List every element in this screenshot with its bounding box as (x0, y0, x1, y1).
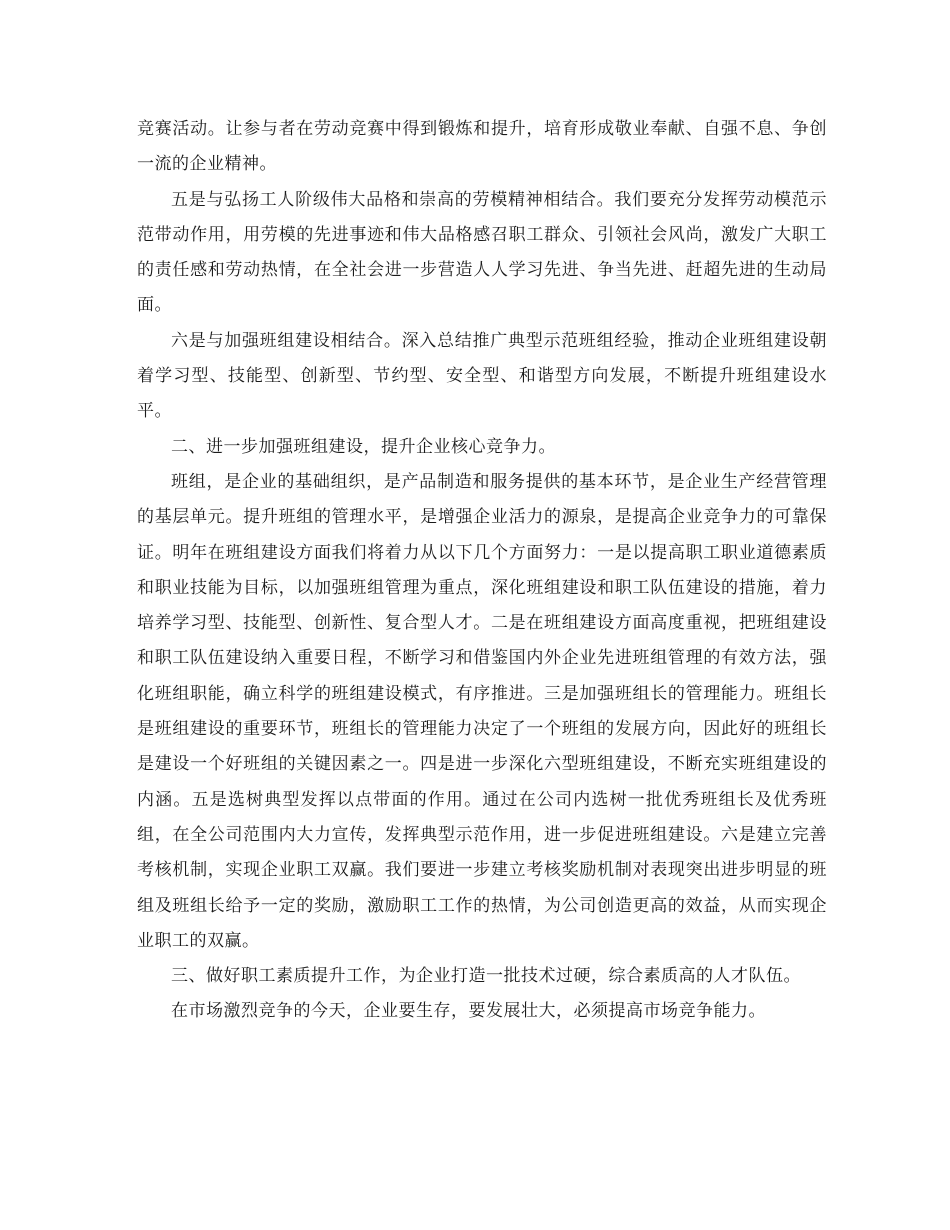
document-body (137, 112, 827, 1030)
paragraph-5: 班组，是企业的基础组织，是产品制造和服务提供的基本环节，是企业生产经营管理的基层单元。提升班组的管理水平，是增强企业活力的源泉，是提高企业竞争力的可靠保证。明年在班组建设方面我们将着力从以下几个方面努力：一是以提高职工职业道德素质和职业技能为目标，以加强班组管理为重点，深化班组建设和职工队伍建设的措施，着力培养学习型、技能型、创新性、复合型人才。二是在班组建设方面高度重视，把班组建设和职工队伍建设纳入重要日程，不断学习和借鉴国内外企业先进班组管理的有效方法，强化班组职能，确立科学的班组建设模式，有序推进。三是加强班组长的管理能力。班组长是班组建设的重要环节，班组长的管理能力决定了一个班组的发展方向，因此好的班组长是建设一个好班组的关键因素之一。四是进一步深化六型班组建设，不断充实班组建设的内涵。五是选树典型发挥以点带面的作用。通过在公司内选树一批优秀班组长及优秀班组，在全公司范围内大力宣传，发挥典型示范作用，进一步促进班组建设。六是建立完善考核机制，实现企业职工双赢。我们要进一步建立考核奖励机制对表现突出进步明显的班组及班组长给予一定的奖励，激励职工工作的热情，为公司创造更高的效益，从而实现企业职工的双赢。 (137, 471, 827, 951)
paragraph-7: 在市场激烈竞争的今天，企业要生存，要发展壮大，必须提高市场竞争能力。 (171, 1001, 766, 1022)
paragraph-2: 五是与弘扬工人阶级伟大品格和崇高的劳模精神相结合。我们要充分发挥劳动模范示范带动作用，用劳模的先进事迹和伟大品格感召职工群众、引领社会风尚，激发广大职工的责任感和劳动热情，在全社会进一步营造人人学习先进、争当先进、赶超先进的生动局面。 (137, 189, 827, 316)
paragraph-3: 六是与加强班组建设相结合。深入总结推广典型示范班组经验，推动企业班组建设朝着学习型、技能型、创新型、节约型、安全型、和谐型方向发展，不断提升班组建设水平。 (137, 330, 827, 422)
paragraph-1: 竞赛活动。让参与者在劳动竞赛中得到锻炼和提升，培育形成敬业奉献、自强不息、争创一流的企业精神。 (137, 119, 827, 175)
section-heading-2: 二、进一步加强班组建设，提升企业核心竞争力。 (171, 436, 556, 457)
section-heading-3: 三、做好职工素质提升工作，为企业打造一批技术过硬，综合素质高的人才队伍。 (171, 966, 801, 987)
